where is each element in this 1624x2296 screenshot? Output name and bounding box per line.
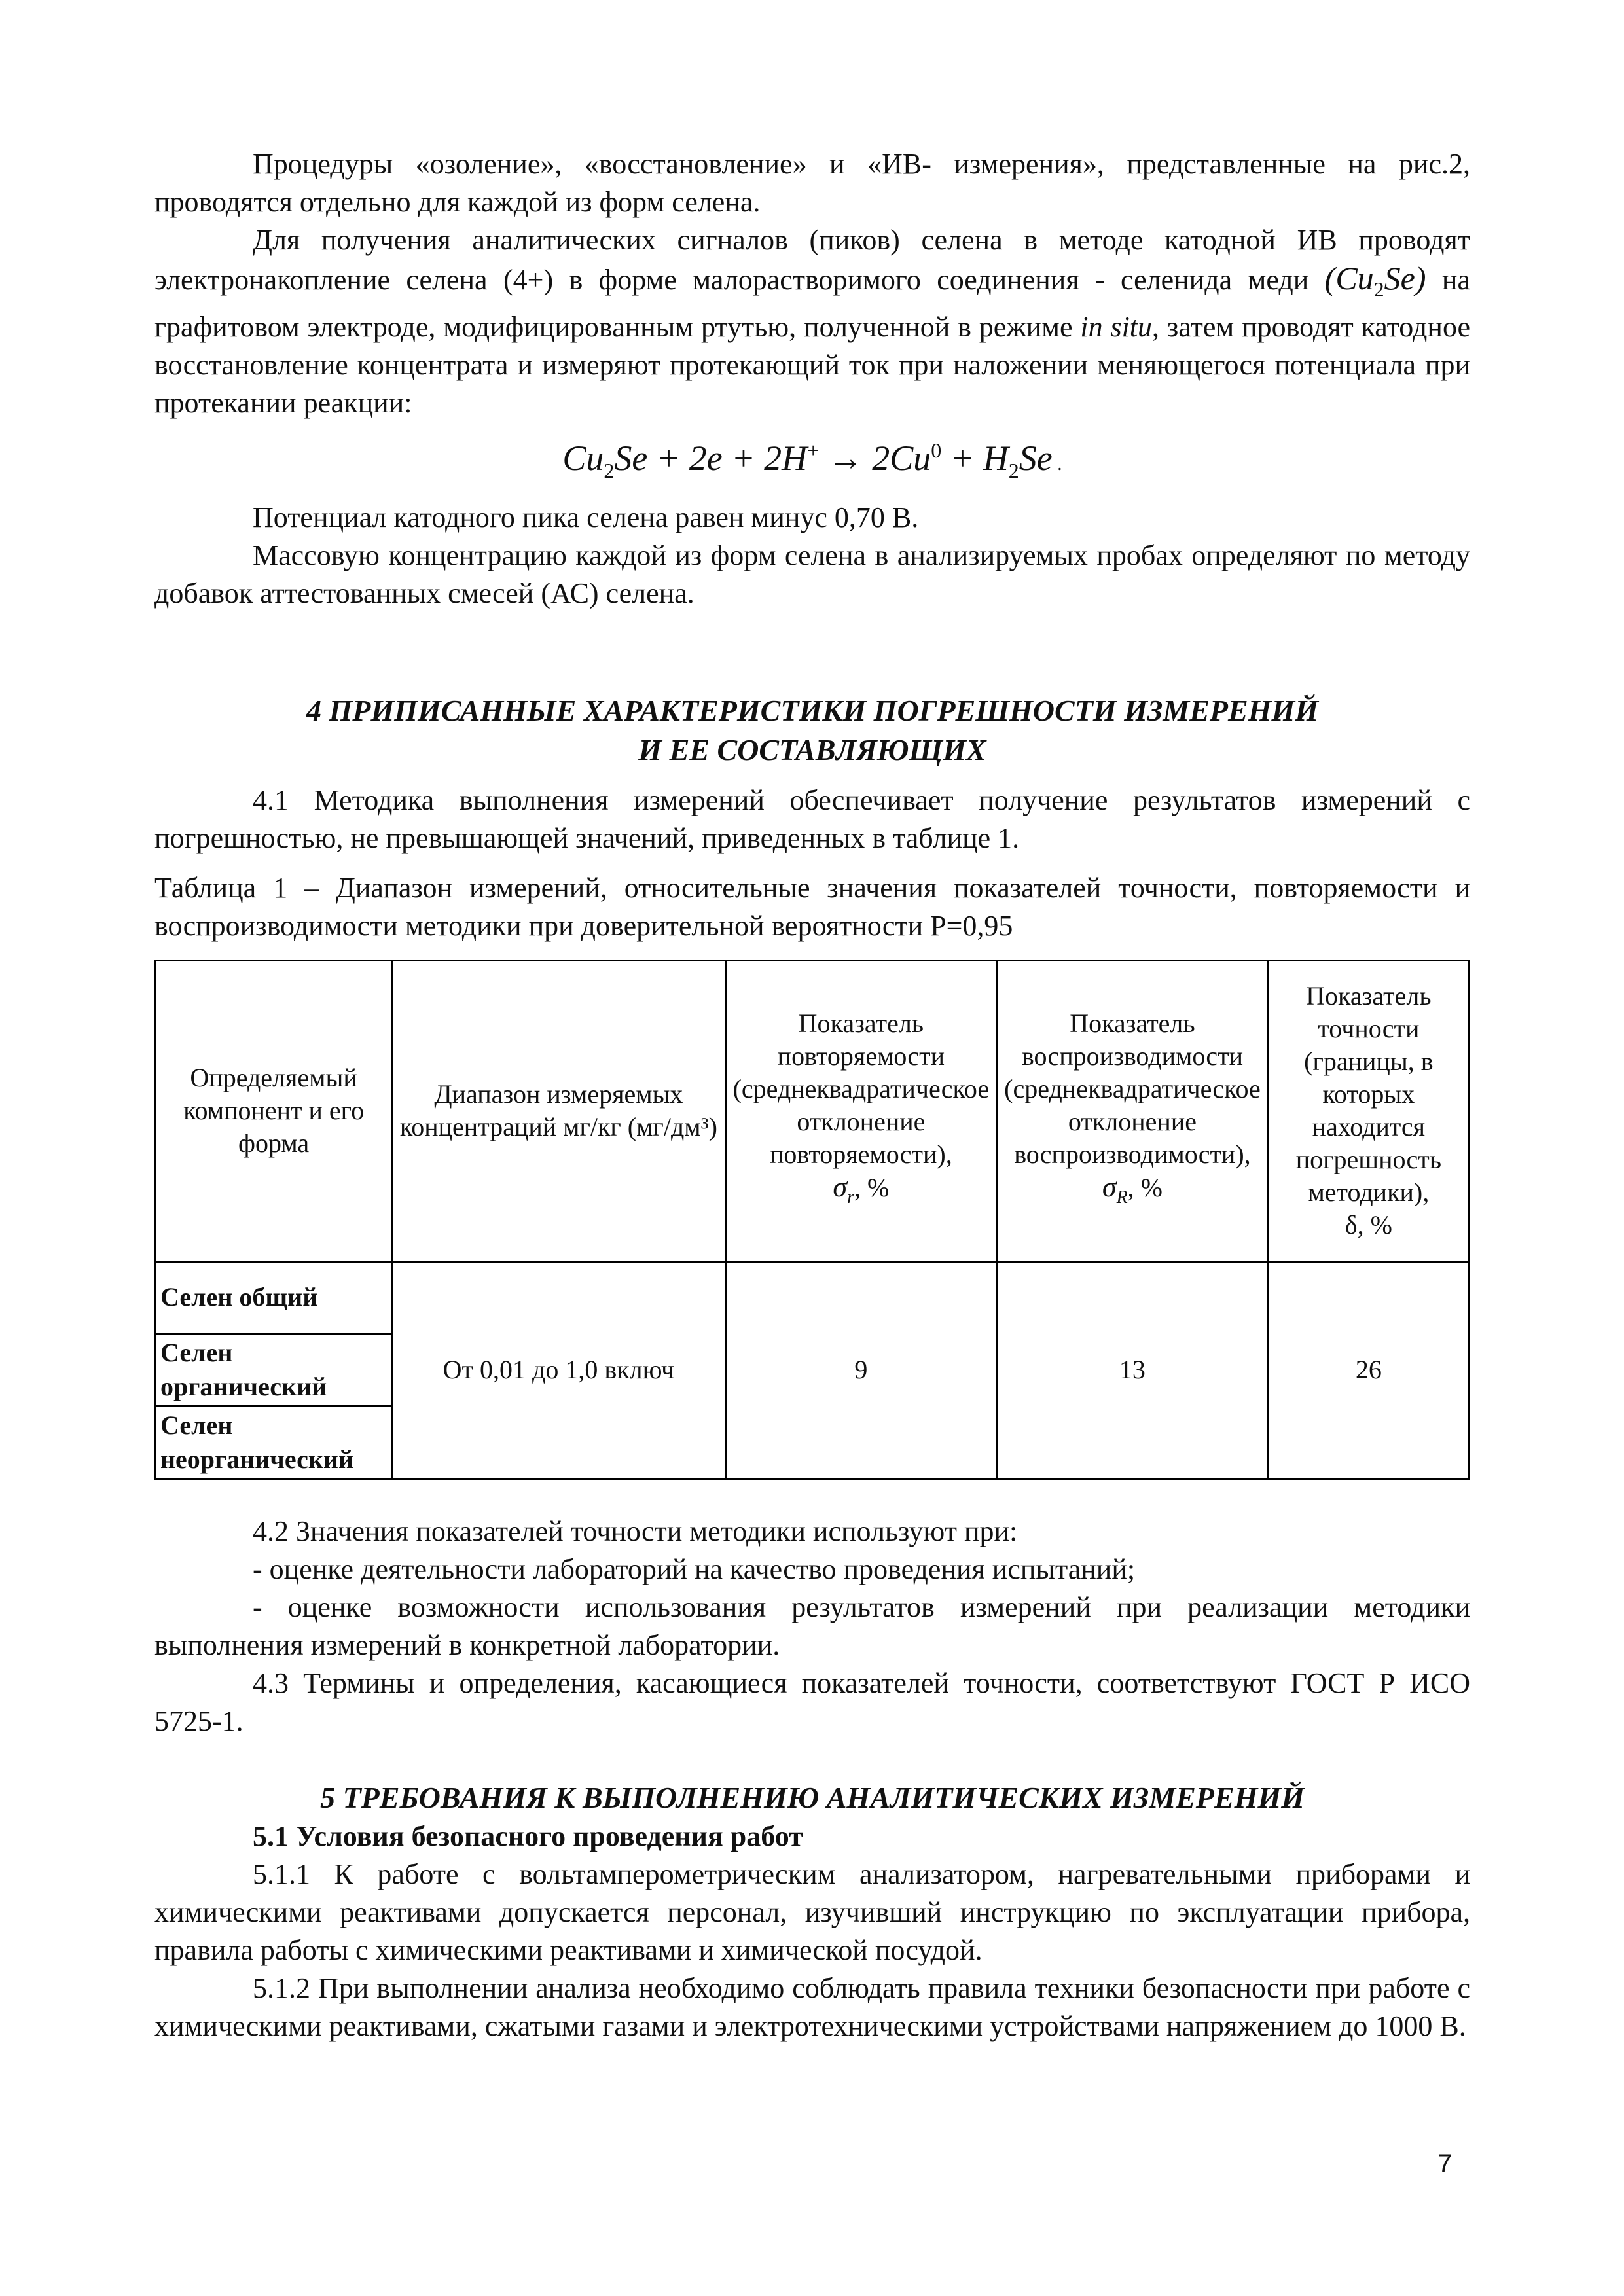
- eq-period: .: [1052, 453, 1062, 475]
- symbol: σ: [1102, 1171, 1117, 1204]
- row-label: Селен неорганический: [156, 1406, 392, 1479]
- header-text: Показатель воспроизводимости (среднеквадратическое отклонение воспроизводимости),: [1004, 1009, 1261, 1170]
- formula-cu2se: [1324, 260, 1426, 301]
- paragraph-4-2: 4.2 Значения показателей точности методики используют при:: [253, 1515, 1018, 1547]
- text-fragment: , затем проводят катодное восстановление концентрата и измеряют протекающий ток при наложении меняющегося потенциала при протекании реакции:: [154, 311, 1471, 419]
- row-label: Селен общий: [156, 1261, 392, 1333]
- section5-title: 5 ТРЕБОВАНИЯ К ВЫПОЛНЕНИЮ АНАЛИТИЧЕСКИХ ИЗМЕРЕНИЙ: [320, 1780, 1305, 1814]
- eq-part: → 2Cu: [819, 439, 931, 478]
- row-label: Селен органический: [156, 1333, 392, 1406]
- text-fragment: Для получения аналитических сигналов (пиков) селена в методе катодной ИВ проводят электронакопление селена (4+) в форме малорастворимого соединения - селенида меди: [154, 224, 1470, 296]
- reaction-equation: [154, 425, 1470, 496]
- document-page: [154, 145, 1470, 2045]
- paragraph-analytical-signals: [154, 221, 1470, 422]
- header-text: Показатель повторяемости (среднеквадратическое отклонение повторяемости),: [732, 1009, 990, 1170]
- eq-sub: 2: [604, 458, 615, 482]
- eq-sub: 2: [1008, 458, 1019, 482]
- header-repeatability: [725, 960, 997, 1261]
- symbol-sub: R: [1116, 1187, 1128, 1208]
- cell-delta: 26: [1268, 1261, 1469, 1479]
- cell-sR: 13: [997, 1261, 1269, 1479]
- eq-sup: +: [807, 439, 820, 462]
- table-header-row: [156, 960, 1470, 1261]
- eq-part: Cu: [562, 439, 604, 478]
- paragraph-procedures: Процедуры «озоление», «восстановление» и «ИВ- измерения», представленные на рис.2, проводятся отдельно для каждой из форм селена.: [154, 148, 1470, 218]
- table-row: [156, 1261, 1470, 1333]
- paragraph-4-3: 4.3 Термины и определения, касающиеся показателей точности, соответствуют ГОСТ Р ИСО 5725-1.: [154, 1666, 1470, 1737]
- header-accuracy: [1268, 960, 1469, 1261]
- accuracy-table: [154, 960, 1470, 1480]
- unit: , %: [1127, 1173, 1163, 1203]
- paragraph-concentration: Массовую концентрацию каждой из форм селена в анализируемых пробах определяют по методу добавок аттестованных смесей (АС) селена.: [154, 539, 1470, 609]
- eq-part: Se + 2e + 2H: [614, 439, 808, 478]
- paragraph-4-2-bullet2: - оценке возможности использования результатов измерений при реализации методики выполнения измерений в конкретной лаборатории.: [154, 1590, 1470, 1661]
- unit: , %: [854, 1173, 890, 1203]
- symbol-sub: r: [847, 1187, 854, 1208]
- sigma-r-symbol: [833, 1171, 854, 1208]
- paragraph-4-2-bullet1: - оценке деятельности лабораторий на качество проведения испытаний;: [253, 1552, 1136, 1585]
- header-reproducibility: [997, 960, 1269, 1261]
- header-text: Показатель точности (границы, в которых находится погрешность методики),: [1295, 981, 1441, 1208]
- table-caption: Таблица 1 – Диапазон измерений, относительные значения показателей точности, повторяемости и воспроизводимости методики при доверительной вероятности Р=0,95: [154, 871, 1470, 942]
- subsection-5-1-title: 5.1 Условия безопасного проведения работ: [253, 1820, 803, 1852]
- eq-sup: 0: [931, 439, 942, 462]
- eq-part: Se: [1019, 439, 1053, 478]
- page-number: 7: [1437, 2149, 1453, 2178]
- paragraph-4-1: 4.1 Методика выполнения измерений обеспечивает получение результатов измерений с погрешностью, не превышающей значений, приведенных в таблице 1.: [154, 783, 1470, 854]
- section4-title-line2: И ЕЕ СОСТАВЛЯЮЩИХ: [638, 732, 986, 766]
- eq-part: + H: [941, 439, 1009, 478]
- cell-range: От 0,01 до 1,0 включ: [392, 1261, 725, 1479]
- paragraph-potential: Потенциал катодного пика селена равен минус 0,70 В.: [253, 501, 919, 533]
- in-situ-term: in situ: [1080, 311, 1153, 343]
- header-range: Диапазон измеряемых концентраций мг/кг (мг/дм³): [392, 960, 725, 1261]
- symbol: σ: [833, 1171, 848, 1204]
- sigma-R-symbol: [1102, 1171, 1128, 1208]
- section4-title-line1: 4 ПРИПИСАННЫЕ ХАРАКТЕРИСТИКИ ПОГРЕШНОСТИ ИЗМЕРЕНИЙ: [306, 693, 1318, 727]
- header-component: Определяемый компонент и его форма: [156, 960, 392, 1261]
- formula-subscript: 2: [1373, 278, 1384, 301]
- formula-part: Se): [1384, 260, 1426, 296]
- formula-part: (Cu: [1324, 260, 1374, 296]
- text-fragment: на графитовом электроде, модифицированным ртутью, полученной в режиме: [154, 264, 1470, 343]
- paragraph-5-1-1: 5.1.1 К работе с вольтамперометрическим анализатором, нагревательными приборами и химическими реактивами допускается персонал, изучивший инструкцию по эксплуатации прибора, правила работы с химическими реактивами и химической посудой.: [154, 1857, 1470, 1966]
- delta-symbol: δ, %: [1344, 1210, 1392, 1240]
- cell-sr: 9: [725, 1261, 997, 1479]
- paragraph-5-1-2: 5.1.2 При выполнении анализа необходимо соблюдать правила техники безопасности при работе с химическими реактивами, сжатыми газами и электротехническими устройствами напряжением до 1000 В.: [154, 1971, 1470, 2042]
